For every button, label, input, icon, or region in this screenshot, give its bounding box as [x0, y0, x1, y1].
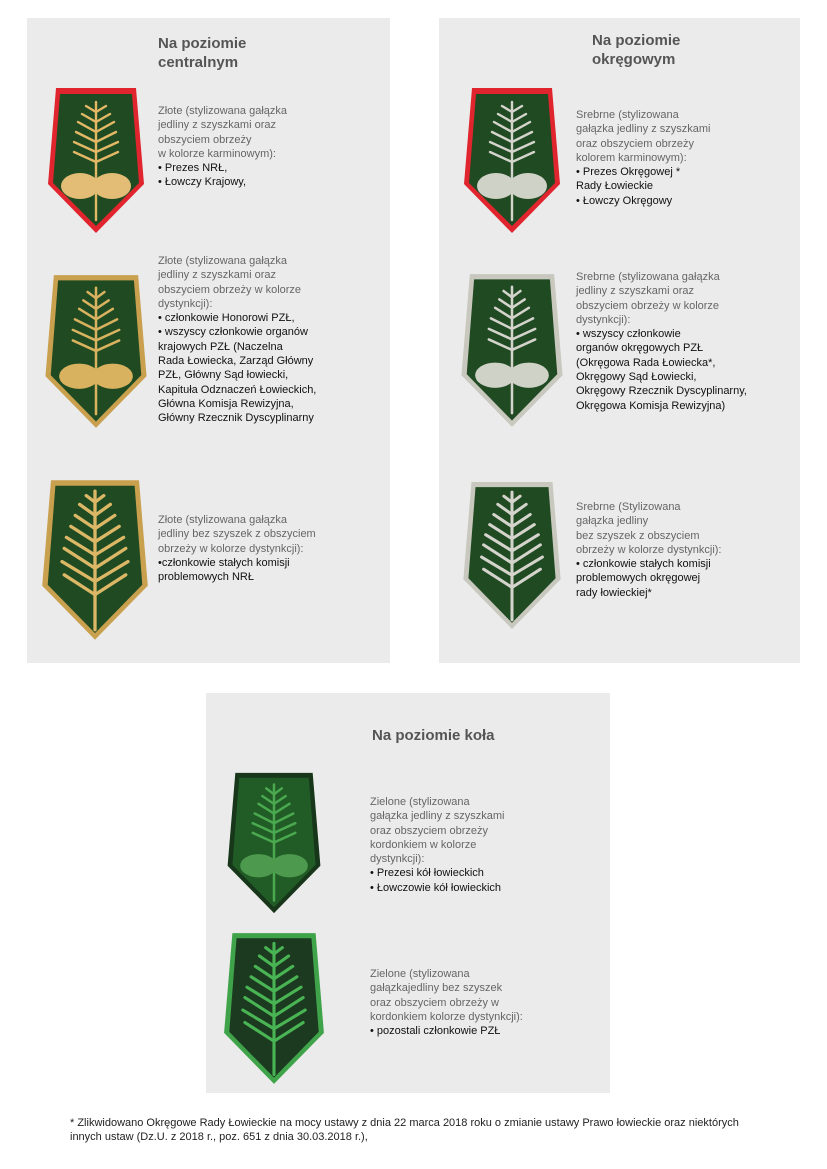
badge-intro: Srebrne (Stylizowana gałązka jedliny bez szyszek z obszyciem obrzeży w kolorze dystynkcji):	[576, 501, 722, 556]
list-item: • Łowczy Krajowy,	[158, 176, 247, 189]
list-item: • członkowie stałych komisji problemowych okręgowej rady łowieckiej*	[576, 558, 711, 599]
badge-description-1	[370, 795, 600, 895]
badge-description-2	[576, 270, 796, 413]
badge-green-with-cones	[221, 771, 327, 916]
list-item: • Prezes NRŁ,	[158, 162, 228, 175]
badge-silver-crimson-border	[460, 86, 564, 236]
badge-gold-crimson-border	[43, 86, 149, 236]
badge-description-2	[158, 254, 383, 426]
badge-intro: Zielone (stylizowana gałązkajedliny bez szyszek oraz obszyciem obrzeży w kordonkiem kolorze dystynkcji):	[370, 968, 523, 1023]
panel-circle	[206, 693, 610, 1093]
list-item: • wszyscy członkowie organów okręgowych PZŁ (Okręgowa Rada Łowiecka*, Okręgowy Sąd Łowiecki, Okręgowy Rzecznik Dyscyplinarny, Okręgowa Komisja Rewizyjna)	[576, 328, 747, 412]
panel-title-district: Na poziomie okręgowym	[592, 32, 681, 68]
list-item: • pozostali członkowie PZŁ	[370, 1025, 501, 1038]
badge-intro: Złote (stylizowana gałązka jedliny z szyszkami oraz obszyciem obrzeży w kolorze karminowym):	[158, 105, 288, 160]
panel-title-circle: Na poziomie koła	[372, 727, 495, 744]
list-item: • Łowczy Okręgowy	[576, 194, 673, 207]
badge-intro: Złote (stylizowana gałązka jedliny z szyszkami oraz obszyciem obrzeży w kolorze dystynkcji):	[158, 255, 302, 310]
badge-description-1	[576, 108, 796, 208]
badge-description-1	[158, 104, 378, 190]
panel-central	[27, 18, 390, 663]
footnote: * Zlikwidowano Okręgowe Rady Łowieckie na mocy ustawy z dnia 22 marca 2018 roku o zmianie ustawy Prawo łowieckie oraz niektórych innych ustaw (Dz.U. z 2018 r., poz. 651 z dnia 30.03.2018 r.),	[70, 1117, 739, 1143]
panel-district	[439, 18, 800, 663]
badge-silver-no-cones	[458, 480, 566, 632]
badge-description-2	[370, 967, 600, 1038]
list-item: • członkowie Honorowi PZŁ,	[158, 312, 295, 325]
badge-description-3	[158, 513, 383, 584]
list-item: • Prezes Okręgowej * Rady Łowieckie	[576, 166, 681, 193]
list-item: •członkowie stałych komisji problemowych NRŁ	[158, 556, 290, 584]
badge-silver-with-cones	[458, 272, 566, 430]
badge-intro: Srebrne (stylizowana gałązka jedliny z szyszkami oraz obszyciem obrzeży w kolorze dystynkcji):	[576, 271, 720, 326]
badge-intro: Zielone (stylizowana gałązka jedliny z szyszkami oraz obszyciem obrzeży kordonkiem w kolorze dystynkcji):	[370, 796, 505, 866]
badge-gold-with-cones	[42, 273, 150, 431]
badge-green-no-cones	[221, 931, 327, 1087]
badge-gold-no-cones	[40, 478, 150, 643]
badge-description-3	[576, 500, 796, 600]
list-item: • wszyscy członkowie organów krajowych PZŁ (Naczelna Rada Łowiecka, Zarząd Główny PZŁ, Główny Sąd łowiecki, Kapituła Odznaczeń Łowieckich, Główna Komisja Rewizyjna, Główny Rzecznik Dyscyplinarny	[158, 326, 317, 425]
badge-intro: Złote (stylizowana gałązka jedliny bez szyszek z obszyciem obrzeży w kolorze dystynkcji):	[158, 514, 316, 555]
list-item: • Łowczowie kół łowieckich	[370, 881, 502, 894]
list-item: • Prezesi kół łowieckich	[370, 867, 484, 880]
panel-title-central: Na poziomie centralnym	[158, 35, 247, 71]
badge-intro: Srebrne (stylizowana gałązka jedliny z szyszkami oraz obszyciem obrzeży kolorem karminowym):	[576, 109, 711, 164]
